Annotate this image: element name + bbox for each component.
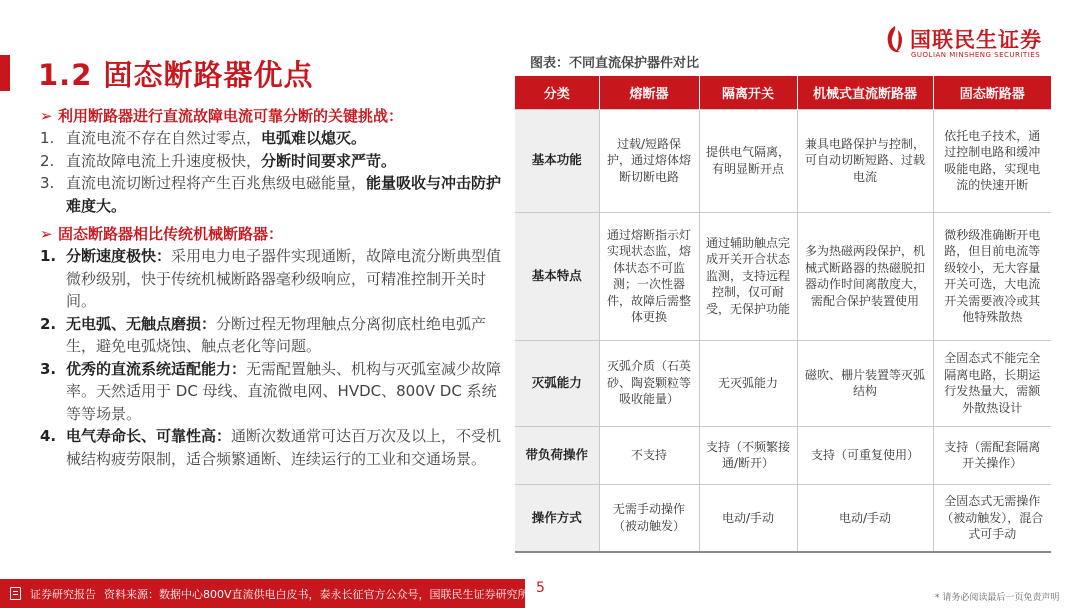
- footer-label: 证券研究报告: [30, 588, 96, 601]
- row-header: 带负荷操作: [515, 426, 599, 484]
- list-item: 1. 分断速度极快：采用电力电子器件实现通断，故障电流分断典型值微秒级别，快于传统机械断路器毫秒级响应，可精准控制开关时间。: [40, 247, 502, 310]
- table-row: [515, 109, 1051, 212]
- logo-name-en: GUOLIAN MINSHENG SECURITIES: [911, 51, 1041, 59]
- table-cell: 通过辅助触点完成开关开合状态监测，支持远程控制，仅可耐受，无保护功能: [699, 212, 797, 340]
- table-cell: 不支持: [599, 426, 699, 484]
- table-row: [515, 426, 1051, 484]
- page-number: 5: [536, 580, 545, 596]
- table-cell: 无灭弧能力: [699, 340, 797, 426]
- table-row: [515, 484, 1051, 552]
- table-cell: 支持（需配套隔离开关操作）: [933, 426, 1051, 484]
- table-header-row: [515, 76, 1051, 109]
- title-accent-bar: [0, 55, 10, 91]
- column-header: 隔离开关: [699, 76, 797, 109]
- table-row: [515, 212, 1051, 340]
- list-item: 3. 优秀的直流系统适配能力：无需配置触头、机构与灭弧室减少故障率。天然适用于 DC 母线、直流微电网、HVDC、800V DC 系统等等场景。: [40, 359, 502, 423]
- footer-bar: [0, 579, 529, 608]
- page-title: 1.2 固态断路器优点: [38, 58, 314, 92]
- list-item: 2. 无电弧、无触点磨损：分断过程无物理触点分离彻底杜绝电弧产生，避免电弧烧蚀、触点老化等问题。: [40, 314, 487, 355]
- list-item: 4. 电气寿命长、可靠性高：通断次数通常可达百万次及以上，不受机械结构疲劳限制，适合频繁通断、连续运行的工业和交通场景。: [40, 427, 502, 468]
- row-header: 灭弧能力: [515, 340, 599, 426]
- table-cell: 支持（可重复使用）: [797, 426, 933, 484]
- table-cell: 过载/短路保护，通过熔体熔断切断电路: [599, 109, 699, 212]
- list-item: 1. 直流电流不存在自然过零点，电弧难以熄灭。: [40, 129, 367, 147]
- column-header: 分类: [515, 76, 599, 109]
- disclaimer-link[interactable]: * 请务必阅读最后一页免责声明: [935, 593, 1060, 603]
- table-cell: 提供电气隔离，有明显断开点: [699, 109, 797, 212]
- source-note: 资料来源：数据中心800V直流供电白皮书，泰永长征官方公众号，国联民生证券研究所: [104, 588, 529, 601]
- table-cell: 无需手动操作（被动触发）: [599, 484, 699, 552]
- table-cell: 全固态式不能完全隔离电路，长期运行发热量大，需额外散热设计: [933, 340, 1051, 426]
- table-cell: 支持（不频繁接通/断开）: [699, 426, 797, 484]
- logo-name-cn: 国联民生证券: [910, 28, 1042, 52]
- column-header: 熔断器: [599, 76, 699, 109]
- table-cell: 电动/手动: [699, 484, 797, 552]
- table-row: [515, 340, 1051, 426]
- table-cell: 灭弧介质（石英砂、陶瓷颗粒等吸收能量）: [599, 340, 699, 426]
- column-header: 机械式直流断路器: [797, 76, 933, 109]
- section1-heading: ➢ 利用断路器进行直流故障电流可靠分断的关键挑战：: [40, 107, 404, 125]
- table-cell: 通过熔断指示灯实现状态监，熔体状态不可监测；一次性器件，故障后需整体更换: [599, 212, 699, 340]
- table-cell: 磁吹、栅片装置等灭弧结构: [797, 340, 933, 426]
- row-header: 操作方式: [515, 484, 599, 552]
- company-logo: [884, 22, 1064, 62]
- table-caption: 图表：不同直流保护器件对比: [530, 56, 700, 71]
- list-item: 2. 直流故障电流上升速度极快，分断时间要求严苛。: [40, 151, 397, 170]
- document-icon: [10, 587, 21, 600]
- table-cell: 全固态式无需操作（被动触发），混合式可手动: [933, 484, 1051, 552]
- row-header: 基本特点: [515, 212, 599, 340]
- comparison-table: [515, 76, 1051, 553]
- arrow-bullet-icon: ➢: [40, 107, 53, 125]
- arrow-bullet-icon: ➢: [40, 225, 53, 243]
- table-cell: 微秒级准确断开电路，但目前电流等级较小，无大容量开关可选，大电流开关需要液冷或其他特殊散热: [933, 212, 1051, 340]
- logo-emblem-icon: [884, 24, 906, 54]
- table-cell: 兼具电路保护与控制，可自动切断短路、过载电流: [797, 109, 933, 212]
- row-header: 基本功能: [515, 109, 599, 212]
- table-cell: 依托电子技术，通过控制电路和缓冲吸能电路，实现电流的快速开断: [933, 109, 1051, 212]
- column-header: 固态断路器: [933, 76, 1051, 109]
- section2-heading: ➢ 固态断路器相比传统机械断路器：: [40, 225, 284, 243]
- list-item: 3. 直流电流切断过程将产生百兆焦级电磁能量，能量吸收与冲击防护难度大。: [40, 174, 502, 215]
- table-cell: 多为热磁两段保护，机械式断路器的热磁脱扣器动作时间离散度大，需配合保护装置使用: [797, 212, 933, 340]
- table-cell: 电动/手动: [797, 484, 933, 552]
- left-text-panel: [40, 105, 510, 470]
